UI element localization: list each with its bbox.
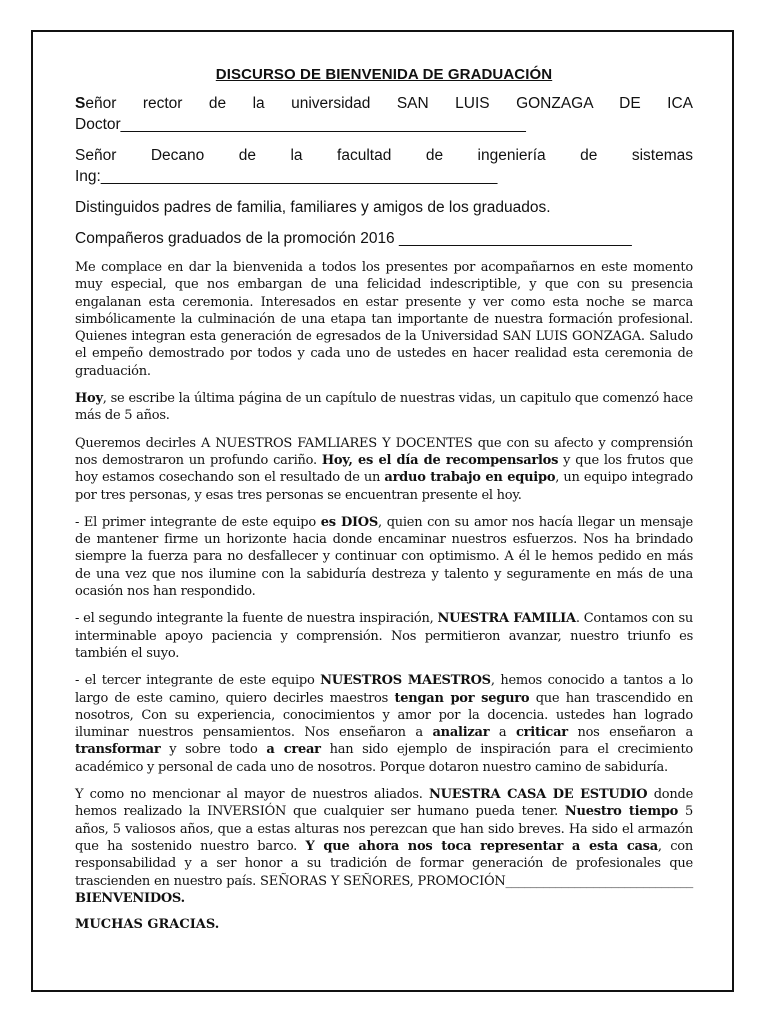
salutation-rector-line: Señor rector de la universidad SAN LUIS GONZAGA DE ICA: [75, 95, 693, 112]
paragraph-maestros: - el tercer integrante de este equipo NUESTROS MAESTROS, hemos conocido a tantos a lo largo de este camino, quiero decirles maestros tengan por seguro que han trascendido en nosotros, Con su experiencia, conocimientos y amor por la docencia. ustedes han logrado iluminar nuestros pensamientos. Nos enseñaron a analizar a criticar nos enseñaron a transformar y sobre todo a crear han sido ejemplo de inspiración para el crecimiento académico y personal de cada uno de nosotros. Porque dotaron nuestro camino de sabiduría.: [75, 673, 693, 775]
paragraph-dios: - El primer integrante de este equipo es DIOS, quien con su amor nos hacía llegar un mensaje de mantener firme un horizonte hacia donde encaminar nuestros esfuerzos. Nos ha brindado siempre la fuerza para no desfallecer y continuar con optimismo. A él le hemos pedido en más de una vez que nos ilumine con la sabiduría destreza y talento y seguramente en más de una ocasión nos han respondido.: [75, 514, 693, 600]
salutation-ing-line: Ing:______________________________________________: [75, 168, 498, 185]
salutation-padres: [75, 197, 693, 218]
page-border: [31, 30, 734, 992]
salutation-companeros: [75, 228, 693, 249]
paragraph-casa-de-estudio: Y como no mencionar al mayor de nuestros aliados. NUESTRA CASA DE ESTUDIO donde hemos realizado la INVERSIÓN que cualquier ser humano pueda tener. Nuestro tiempo 5 años, 5 valiosos años, que a estas alturas nos perezcan que han sido breves. Ha sido el armazón que ha sostenido nuestro barco. Y que ahora nos toca representar a esta casa, con responsabilidad y a ser honor a su tradición de formar generación de profesionales que trascienden en nuestro país. SEÑORAS Y SEÑORES, PROMOCIÓN______________________________ BIENVENIDOS.: [75, 787, 694, 906]
salutation-decano-line: Señor Decano de la facultad de ingeniería de sistemas: [75, 147, 693, 164]
salutation-padres-line: Distinguidos padres de familia, familiares y amigos de los graduados.: [75, 199, 551, 216]
salutation-decano: [75, 145, 693, 187]
paragraph-welcome: Me complace en dar la bienvenida a todos los presentes por acompañarnos en este momento muy especial, que nos embargan de una felicidad indescriptible, y que con su presencia engalanan esta ceremonia. Interesados en estar presente y ver como esta noche se marca simbólicamente la culminación de una etapa tan importante de nuestra formación profesional. Quienes integran esta generación de egresados de la Universidad SAN LUIS GONZAGA. Saludo el empeño demostrado por todos y cada uno de ustedes en hacer realidad esta ceremonia de graduación.: [75, 260, 693, 379]
paragraph-hoy: Hoy, se escribe la última página de un capítulo de nuestras vidas, un capitulo que comenzó hace más de 5 años.: [75, 391, 693, 424]
salutation-companeros-line: Compañeros graduados de la promoción 2016 ___________________________: [75, 230, 632, 247]
paragraph-familiares-docentes: Queremos decirles A NUESTROS FAMLIARES Y DOCENTES que con su afecto y comprensión nos demostraron un profundo cariño. Hoy, es el día de recompensarlos y que los frutos que hoy estamos cosechando son el resultado de un arduo trabajo en equipo, un equipo integrado por tres personas, y esas tres personas se encuentran presente el hoy.: [75, 435, 694, 503]
salutation-rector: [75, 93, 693, 135]
closing-line: MUCHAS GRACIAS.: [75, 917, 220, 933]
paragraph-familia: - el segundo integrante la fuente de nuestra inspiración, NUESTRA FAMILIA. Contamos con su interminable apoyo paciencia y comprensión. Nos permitieron avanzar, nuestro triunfo es también el suyo.: [75, 611, 693, 661]
document-title: DISCURSO DE BIENVENIDA DE GRADUACIÓN: [215, 66, 553, 83]
salutation-doctor-line: Doctor_______________________________________________: [75, 116, 526, 133]
speech-document: [75, 66, 693, 932]
